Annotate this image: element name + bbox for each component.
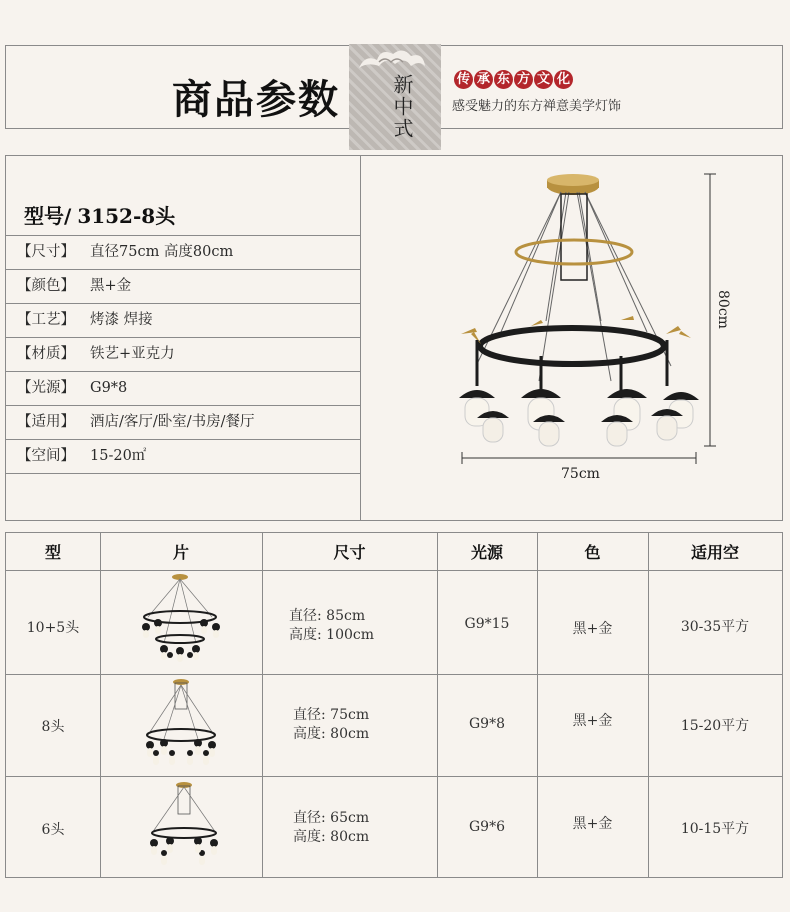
spec-value: 直径75cm 高度80cm <box>90 244 234 260</box>
size-diameter: 直径: 85cm <box>289 608 366 624</box>
table-cell-color: 黑+金 <box>572 816 613 832</box>
spec-key: 【颜色】 <box>17 278 75 294</box>
spec-value: 黑+金 <box>90 278 132 294</box>
size-diameter: 直径: 65cm <box>293 810 370 826</box>
spec-value: 烤漆 焊接 <box>90 312 153 328</box>
header-subtitle: 感受魅力的东方禅意美学灯饰 <box>452 99 622 114</box>
page-title: 商品参数 <box>172 76 340 123</box>
table-header-light: 光源 <box>470 543 503 562</box>
spec-key: 【空间】 <box>17 448 75 464</box>
spec-key: 【材质】 <box>17 346 75 362</box>
slogan-char: 承 <box>474 70 493 89</box>
table-cell-model: 10+5头 <box>26 620 80 636</box>
table-cell-model: 6头 <box>41 822 65 838</box>
table-cell-size <box>289 607 374 645</box>
table-header-model: 型 <box>44 543 61 562</box>
table-cell-light: G9*8 <box>469 716 505 732</box>
size-height: 高度: 80cm <box>293 726 370 742</box>
spec-row-light <box>6 371 360 404</box>
spec-row-space <box>6 439 360 472</box>
table-cell-size <box>293 706 369 744</box>
table-cell-color: 黑+金 <box>572 713 613 729</box>
table-divider <box>6 776 782 777</box>
spec-value: 15-20㎡ <box>90 448 147 464</box>
table-divider <box>6 570 782 571</box>
chandelier-thumbnail <box>140 677 222 773</box>
dimension-height-label: 80cm <box>715 290 731 329</box>
seal-text: 新中式 <box>390 74 414 140</box>
cloud-ornament-icon <box>349 44 441 78</box>
spec-panel <box>5 155 783 521</box>
table-header-color: 色 <box>584 543 601 562</box>
table-header-image: 片 <box>172 543 189 562</box>
table-cell-light: G9*15 <box>464 616 510 632</box>
slogan-char: 文 <box>534 70 553 89</box>
slogan-badges <box>454 70 573 89</box>
seal-block <box>349 44 441 150</box>
table-header-size: 尺寸 <box>333 543 366 562</box>
spec-key: 【尺寸】 <box>17 244 75 260</box>
slogan-char: 方 <box>514 70 533 89</box>
spec-value: 铁艺+亚克力 <box>90 346 175 362</box>
table-cell-light: G9*6 <box>469 819 505 835</box>
chandelier-product-image <box>361 156 783 520</box>
spec-key: 【适用】 <box>17 414 75 430</box>
chandelier-thumbnail <box>144 781 224 875</box>
table-cell-size <box>293 809 369 847</box>
table-cell-space: 15-20平方 <box>680 718 750 734</box>
size-height: 高度: 80cm <box>293 829 370 845</box>
table-cell-space: 10-15平方 <box>680 821 750 837</box>
table-cell-color: 黑+金 <box>572 621 613 637</box>
size-height: 高度: 100cm <box>289 627 375 643</box>
table-cell-model: 8头 <box>41 719 65 735</box>
header-banner <box>5 45 783 140</box>
spec-value: G9*8 <box>90 380 128 396</box>
size-diameter: 直径: 75cm <box>293 707 370 723</box>
table-cell-space: 30-35平方 <box>680 619 750 635</box>
slogan-char: 东 <box>494 70 513 89</box>
chandelier-thumbnail <box>134 573 226 669</box>
table-divider <box>262 533 263 877</box>
model-value: 3152-8头 <box>77 204 176 228</box>
spec-row-color <box>6 269 360 302</box>
spec-value: 酒店/客厅/卧室/书房/餐厅 <box>90 414 255 430</box>
spec-row-material <box>6 337 360 370</box>
variants-table <box>5 532 783 878</box>
model-label: 型号/ <box>24 204 72 228</box>
table-divider <box>6 674 782 675</box>
model-number <box>24 200 181 229</box>
slogan-char: 传 <box>454 70 473 89</box>
spec-row-craft <box>6 303 360 336</box>
spec-row-empty <box>6 473 360 506</box>
spec-row-size <box>6 235 360 268</box>
spec-key: 【工艺】 <box>17 312 75 328</box>
spec-key: 【光源】 <box>17 380 75 396</box>
table-divider <box>100 533 101 877</box>
table-header-space: 适用空 <box>690 543 739 562</box>
spec-row-usage <box>6 405 360 438</box>
slogan-char: 化 <box>554 70 573 89</box>
dimension-width-label: 75cm <box>561 466 600 482</box>
